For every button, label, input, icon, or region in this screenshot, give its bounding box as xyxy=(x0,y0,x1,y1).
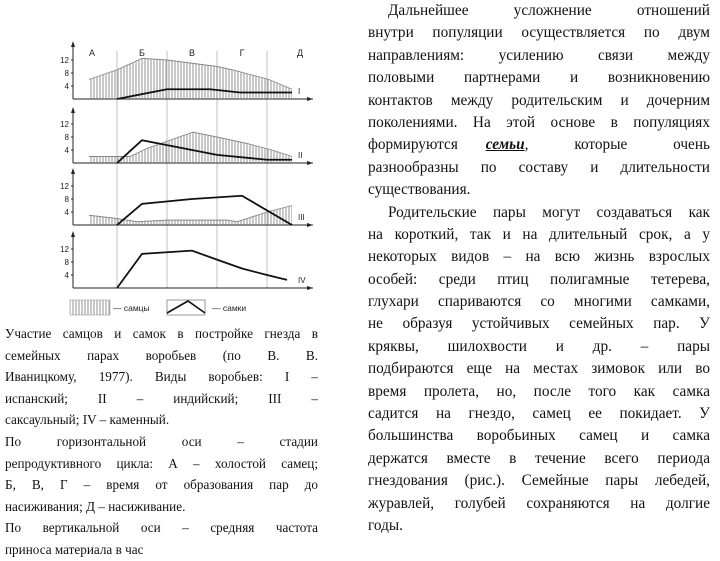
text-line: половыми партнерами и возникновению xyxy=(368,69,710,87)
nest-building-chart xyxy=(0,0,330,322)
stage-label: А xyxy=(88,48,96,58)
text-line: держатся вместе в течение всего периода xyxy=(368,449,710,467)
caption-line: По горизонтальной оси – стадии xyxy=(5,433,318,449)
legend-females-label: — самки xyxy=(212,303,247,313)
caption-line: Иваницкому, 1977). Виды воробьев: I – xyxy=(5,369,318,385)
x-axis-arrow-icon xyxy=(307,223,313,227)
legend-males-swatch xyxy=(70,300,110,315)
panel-III xyxy=(60,168,313,227)
x-axis-arrow-icon xyxy=(307,97,313,101)
caption-line: Участие самцов и самок в постройке гнезда в xyxy=(5,326,318,341)
caption-line: насиживания; Д – насиживание. xyxy=(5,498,186,514)
y-tick-label: 4 xyxy=(64,271,69,280)
text-line: журавлей, голубей сохраняются на долгие xyxy=(368,494,710,512)
panel-label: II xyxy=(298,151,303,160)
caption-line: репродуктивного цикла: А – холостой самец; xyxy=(5,455,318,471)
text-line: направлениям: усилению связи между xyxy=(368,46,710,64)
y-tick-label: 12 xyxy=(60,56,69,65)
stage-label: Г xyxy=(239,48,245,58)
text-fragment: , которые очень xyxy=(524,136,710,154)
text-line: на короткий, так и на длительный срок, а у xyxy=(368,225,710,243)
y-tick-label: 12 xyxy=(60,245,69,254)
term-families: семьи xyxy=(485,136,525,154)
caption-line: Б, В, Г – время от образования пар до xyxy=(5,477,318,493)
text-line xyxy=(368,134,710,156)
y-tick-label: 8 xyxy=(64,69,69,78)
y-axis-arrow-icon xyxy=(71,231,75,237)
y-tick-label: 8 xyxy=(64,195,69,204)
text-line: садится на гнездо, самец ее покидает. У xyxy=(368,405,710,423)
y-tick-label: 4 xyxy=(64,208,69,217)
panel-IV xyxy=(60,231,313,290)
x-axis-arrow-icon xyxy=(307,286,313,290)
text-line: поколениями. На этой основе в популяциях xyxy=(368,113,710,131)
text-line: некоторых видов – на всю жизнь взрослых xyxy=(368,248,710,266)
legend-females-line xyxy=(167,301,205,313)
body-text xyxy=(368,0,710,537)
stage-label: В xyxy=(188,48,196,58)
text-line: внутри популяции осуществляется по двум xyxy=(368,24,710,42)
y-tick-label: 4 xyxy=(64,146,69,155)
text-fragment: формируются xyxy=(368,136,458,154)
text-line: существования. xyxy=(368,181,471,199)
text-line: большинства воробьиных самец и самка xyxy=(368,427,710,445)
stage-label: Б xyxy=(139,48,145,58)
females-line xyxy=(117,251,287,288)
text-line: Родительские пары могут создаваться как xyxy=(388,203,710,221)
text-line: Дальнейшее усложнение отношений xyxy=(388,2,710,19)
text-line: время пролета, но, после того как самка xyxy=(368,382,710,400)
panel-I xyxy=(60,41,313,101)
caption-line: приноса материала в час xyxy=(5,541,144,557)
panel-label: III xyxy=(298,213,305,222)
y-axis-arrow-icon xyxy=(71,41,75,47)
panel-II xyxy=(60,107,313,165)
text-line: особей: среди птиц полигамные тетерева, xyxy=(368,270,710,288)
y-tick-label: 8 xyxy=(64,258,69,267)
y-tick-label: 8 xyxy=(64,133,69,142)
legend xyxy=(70,300,246,315)
panel-label: I xyxy=(298,87,301,96)
caption-line: семейных парах воробьев (по В. В. xyxy=(5,347,318,363)
legend-males-label: — самцы xyxy=(113,303,150,313)
y-tick-label: 12 xyxy=(60,182,69,191)
x-axis-arrow-icon xyxy=(307,161,313,165)
y-tick-label: 12 xyxy=(60,120,69,129)
text-line: контактов между родительским и дочерним xyxy=(368,91,710,109)
text-line: годы. xyxy=(368,516,403,534)
text-line: разнообразны по составу и длительности xyxy=(368,158,710,176)
caption-line: По вертикальной оси – средняя частота xyxy=(5,520,318,536)
text-line: подбираются еще на местах зимовок или во xyxy=(368,360,710,378)
text-line: глухари спариваются со многими самками, xyxy=(368,293,710,311)
y-tick-label: 4 xyxy=(64,82,69,91)
text-line: гнездования (рис.). Семейные пары лебедей, xyxy=(368,472,710,490)
y-axis-arrow-icon xyxy=(71,107,75,113)
caption-line: саксаульный; IV – каменный. xyxy=(5,412,170,428)
text-line: кряквы, шилохвости и др. – пары xyxy=(368,337,710,355)
y-axis-arrow-icon xyxy=(71,168,75,174)
text-line: не образуя устойчивых семейных пар. У xyxy=(368,315,710,333)
figure-caption xyxy=(5,323,318,561)
caption-line: испанский; II – индийский; III – xyxy=(5,390,318,406)
stage-label: Д xyxy=(296,48,304,58)
panel-label: IV xyxy=(298,276,306,285)
